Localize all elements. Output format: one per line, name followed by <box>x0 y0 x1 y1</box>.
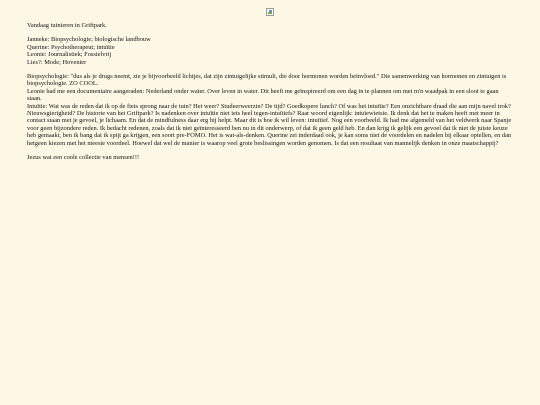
biopsychology-paragraph: Biopsychologie: "dus als je drugs neemt, zie je bijvoorbeeld lichtjes, dat zijn zintuigelijke stimuli, die door hormonen worden beïnvloed." Die samenwerking van hormonen en zintuigen is biopsychologie. ZO COOL. <box>27 73 507 88</box>
person-line: Lies?: Mode; Hovenier <box>27 58 87 66</box>
people-list <box>27 36 513 66</box>
body-text <box>27 73 513 147</box>
post-content <box>27 22 513 169</box>
person-line: Querine: Psychotherapeut; intuïtie <box>27 43 115 51</box>
broken-image-icon <box>266 8 274 16</box>
person-line: Leonie: Journalistiek; Fossielvrij <box>27 51 112 59</box>
intro-text: Vandaag tuinieren in Griftpark. <box>27 22 107 29</box>
closing-text: Jezus wat een coole collectie van mensen!!! <box>27 154 140 162</box>
documentary-paragraph: Leonie had me een documentaire aangeraden: Nederland onder water. Over leven in water. Dit heeft me geïnspireerd om een dag in te plannen om met m'n waadpak in een sloot te gaan staan. <box>27 87 499 103</box>
person-line: Janneke: Biopsychologie; biologische landbouw <box>27 36 151 44</box>
intuition-paragraph: Intuïtie: Wat was de reden dat ik op de fiets sprong naar de tuin? Het weer? Studeerweerzin? De tijd? Goedkopere lunch? Of was het intuïtie? Een onzichtbare draad die aan mijn navel trok? Nieuwsgierigheid? De historie van het Griftpark? Is nadenken over intuïtie niet iets heel tegen-intuïtiefs? Raar woord eigenlijk: intuïewietsie. Ik denk dat het te maken heeft met meer in contact staan met je gevoel, je lichaam. En dat de mindfulness daar erg bij helpt. Maar dit is hoe ik wil leven: intuïtief. Nog een voorbeeld. Ik had me afgemeld van het veldwerk naar Spanje voor geen bijzondere reden. Ik bedacht redenen, zoals dat ik niet geïnteresseerd ben nu in dit onderwerp, of dat ik geen geld heb. En dan krijg ik gelijk een gevoel dat ik niet de juiste keuze heb gemaakt, ben ik bang dat ik spijt ga krijgen, een soort pre-FOMO. Het is wat-als-denken. Querine zei inderdaad ook, je kan soms niet de voordelen en nadelen bij elkaar optellen, en dan hetgeen kiezen met het meeste voordeel. Hoewel dat wel de manier is waarop veel grote beslissingen worden genomen. Is dat een resultaat van mannelijk denken in onze maatschappij? <box>27 102 512 147</box>
